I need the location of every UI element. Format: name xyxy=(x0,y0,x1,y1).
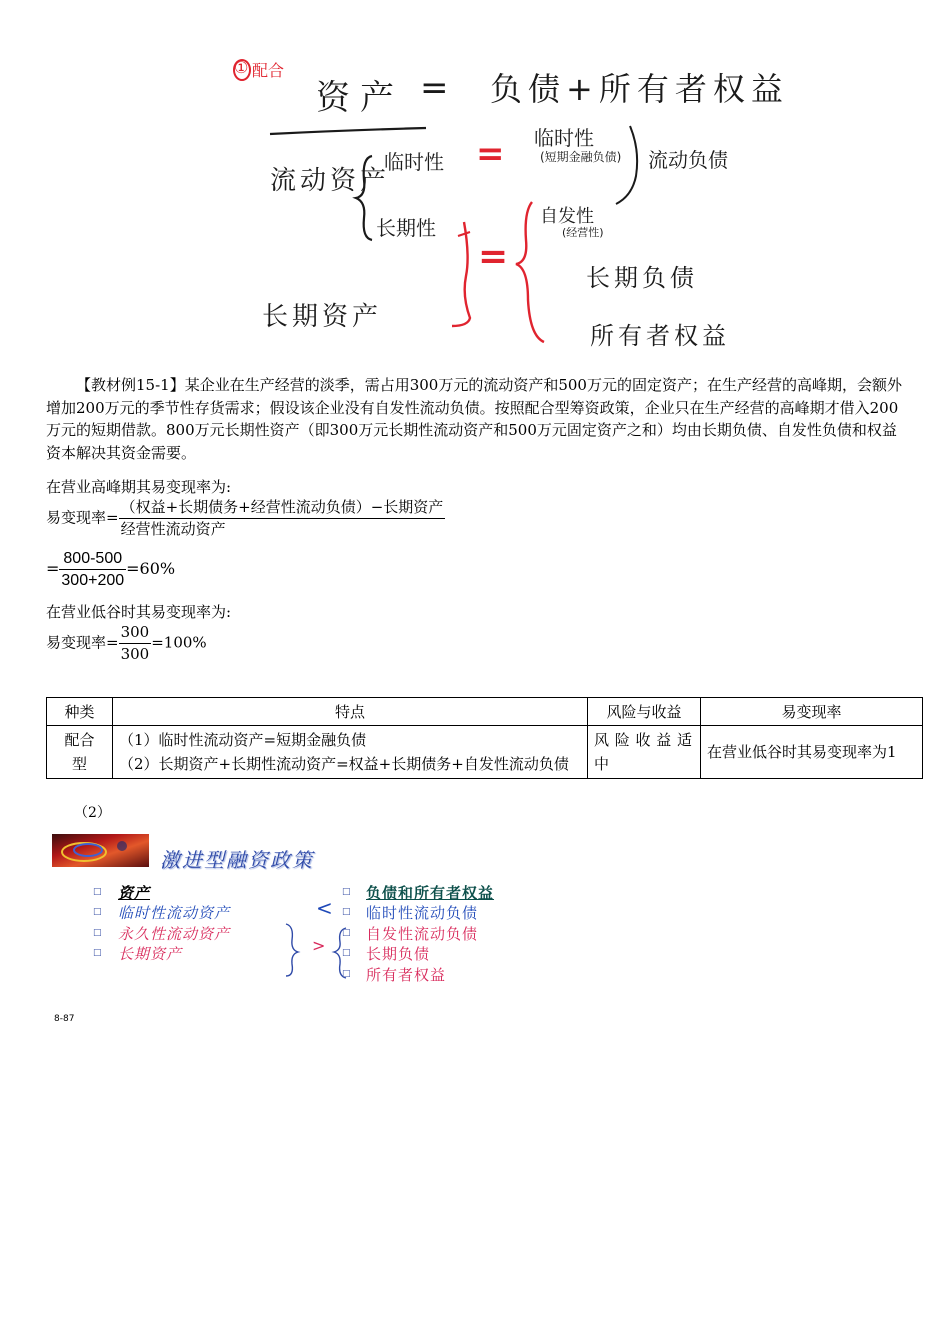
bullet-icon: □ xyxy=(93,907,102,917)
cell-risk: 风险收益适中 xyxy=(588,726,701,779)
feature-line-2: （2）长期资产+长期性流动资产=权益+长期债务+自发性流动负债 xyxy=(119,755,569,773)
left-item-assets: 资产 xyxy=(118,884,151,902)
bullet-icon: □ xyxy=(342,969,351,979)
example-paragraph: 【教材例15-1】某企业在生产经营的淡季，需占用300万元的流动资产和500万元的固定资产；在生产经营的高峰期，会额外增加200万元的季节性存货需求；假设该企业没有自发性流动负债。按照配合型筹资政策，企业只在生产经营的高峰期才借入200万元的短期借款。800万元长期性资产（即300万元长期性流动资产和500万元固定资产之和）均由长期负债、自发性负债和权益资本解决其资金需要。 xyxy=(46,376,902,462)
table-row xyxy=(47,726,923,779)
table-header: 种类 xyxy=(47,698,113,726)
diagram-red-equal-1: = xyxy=(476,134,505,174)
peak-intro: 在营业高峰期其易变现率为: xyxy=(46,478,232,496)
greater-than-sign: > xyxy=(312,936,326,955)
formula-2 xyxy=(46,548,175,591)
right-brace xyxy=(286,924,298,976)
diagram-long-term-assets: 长期资产 xyxy=(262,302,383,332)
calc-denominator: 300+200 xyxy=(61,572,125,589)
calc-numerator: 800-500 xyxy=(59,548,126,570)
table-header: 特点 xyxy=(113,698,588,726)
formula-fraction xyxy=(119,497,446,540)
page-number: 8-87 xyxy=(54,1014,75,1024)
cell-liquidity: 在营业低谷时其易变现率为1 xyxy=(701,726,923,779)
diagram-red-equal-2: = xyxy=(478,236,509,277)
trough-numerator: 300 xyxy=(119,622,152,644)
right-item-liab-equity: 负债和所有者权益 xyxy=(366,884,495,902)
trough-fraction xyxy=(119,622,152,665)
diagram-current-assets: 流动资产 xyxy=(270,166,391,196)
bullet-icon: □ xyxy=(93,887,102,897)
brace-red-right xyxy=(516,202,544,342)
cell-type: 配合型 xyxy=(47,726,113,779)
circle-mark xyxy=(234,60,250,80)
formula-3 xyxy=(46,622,207,665)
slide-title: 激进型融资政策 xyxy=(160,848,314,872)
bullet-icon: □ xyxy=(342,928,351,938)
brace-red-left xyxy=(452,222,470,326)
diagram-circled-number: ① xyxy=(234,58,249,77)
less-than-sign: < xyxy=(316,896,333,920)
brace-liab-small xyxy=(616,126,637,204)
formula-numerator: （权益+长期债务+经营性流动负债）−长期资产 xyxy=(119,497,446,519)
bullet-icon: □ xyxy=(342,948,351,958)
diagram-temp-financing-sub: (短期金融负债) xyxy=(540,150,622,164)
underline-stroke xyxy=(270,128,426,134)
feature-line-1: （1）临时性流动资产=短期金融负债 xyxy=(119,731,367,749)
slide-logo-image xyxy=(52,834,149,867)
diagram-long-term-liab: 长期负债 xyxy=(586,264,698,292)
bullet-icon: □ xyxy=(342,907,351,917)
trough-label: 易变现率= xyxy=(46,633,119,652)
diagram-spontaneous-sub: (经营性) xyxy=(562,226,604,239)
right-item-owner-equity: 所有者权益 xyxy=(366,966,447,984)
right-item-spontaneous-liab: 自发性流动负债 xyxy=(366,925,479,943)
table-header: 风险与收益 xyxy=(588,698,701,726)
diagram-owner-equity: 所有者权益 xyxy=(590,322,730,350)
table-header: 易变现率 xyxy=(701,698,923,726)
formula-denominator: 经营性流动资产 xyxy=(120,520,226,538)
left-item-long-term-assets: 长期资产 xyxy=(118,945,183,963)
diagram-long-nature: 长期性 xyxy=(376,216,436,240)
formula-1 xyxy=(46,497,445,540)
diagram-temp-nature: 临时性 xyxy=(384,150,444,174)
right-item-long-term-liab: 长期负债 xyxy=(366,945,431,963)
formula-label: 易变现率= xyxy=(46,508,119,527)
brace-assets xyxy=(356,156,372,240)
bullet-icon: □ xyxy=(342,887,351,897)
diagram-current-liab: 流动负债 xyxy=(648,148,728,172)
left-item-temp-current-assets: 临时性流动资产 xyxy=(118,904,231,922)
bullet-icon: □ xyxy=(93,948,102,958)
brace-red-tick xyxy=(458,232,470,236)
diagram-eq-sign: = xyxy=(420,68,449,108)
calc-result: =60% xyxy=(126,559,176,578)
right-item-temp-current-liab: 临时性流动负债 xyxy=(366,904,479,922)
section-marker: （2） xyxy=(74,805,111,821)
diagram-eq-left: 资产 xyxy=(316,78,404,118)
trough-denominator: 300 xyxy=(120,645,150,663)
diagram-spontaneous: 自发性 xyxy=(540,206,594,227)
diagram-strokes xyxy=(0,0,950,360)
trough-result: =100% xyxy=(151,633,207,652)
cell-feature xyxy=(113,726,588,779)
policy-table xyxy=(46,697,923,779)
bullet-icon: □ xyxy=(93,928,102,938)
table-header-row xyxy=(47,698,923,726)
diagram-label-top: 配合 xyxy=(252,61,285,80)
calc-fraction xyxy=(59,548,126,591)
trough-intro: 在营业低谷时其易变现率为: xyxy=(46,603,232,621)
calc-prefix: = xyxy=(46,559,60,578)
diagram-temp-financing: 临时性 xyxy=(534,126,594,150)
diagram-eq-right: 负债+所有者权益 xyxy=(490,70,789,108)
left-item-permanent-current-assets: 永久性流动资产 xyxy=(118,925,231,943)
